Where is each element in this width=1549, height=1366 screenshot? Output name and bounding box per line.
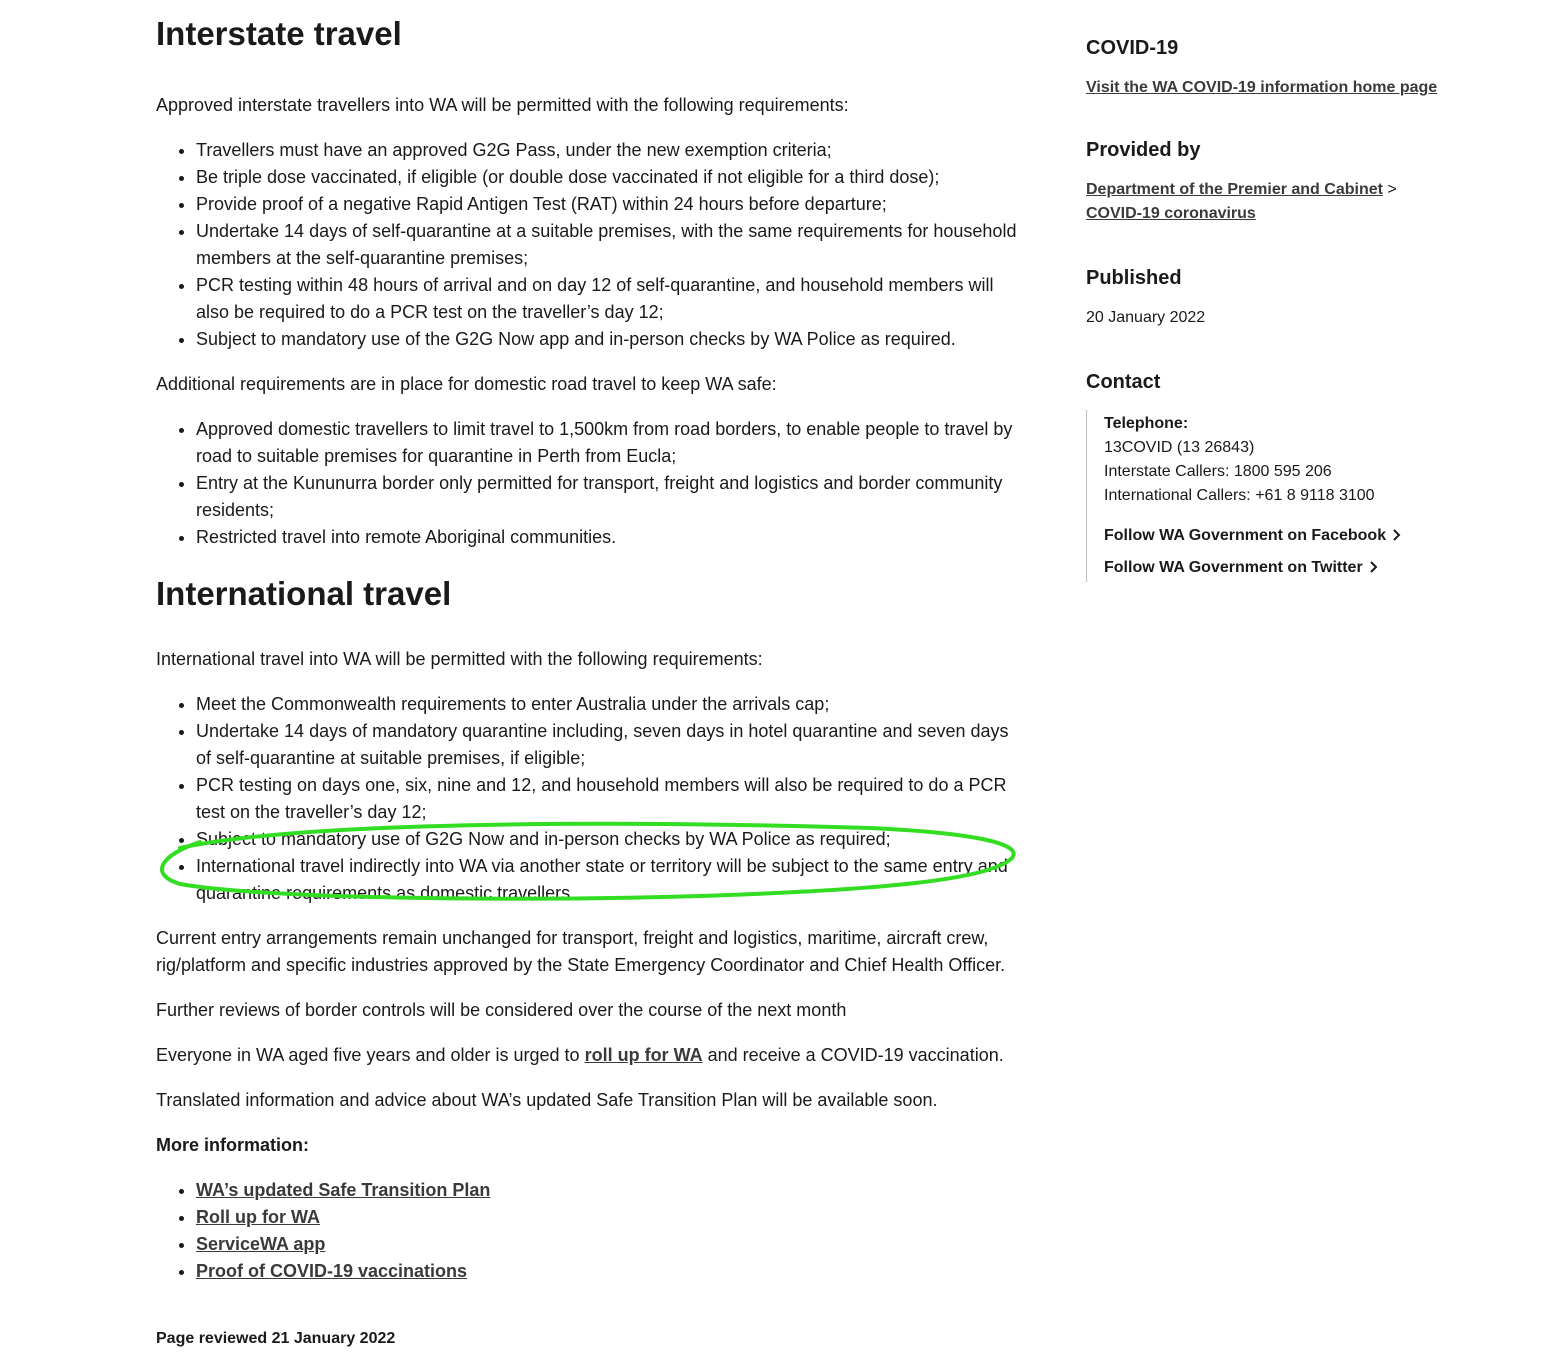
provided-by-breadcrumb [1086,178,1436,226]
covid-home-link[interactable]: Visit the WA COVID-19 information home page [1086,79,1438,96]
list-item: • Subject to mandatory use of G2G Now and in-person checks by WA Police as required; [196,826,1026,853]
page-reviewed: Page reviewed 21 January 2022 [156,1330,396,1347]
international-heading: International travel [156,575,452,612]
list-item: • Provide proof of a negative Rapid Antigen Test (RAT) within 24 hours before departure; [196,191,1026,218]
follow-facebook-label: Follow WA Government on Facebook [1104,527,1387,544]
interstate-requirements-list [156,137,1026,353]
list-item: • Approved domestic travellers to limit travel to 1,500km from road borders, to enable people to travel by road to suitable premises for quarantine in Perth from Eucla; [196,416,1026,470]
list-item: • PCR testing within 48 hours of arrival and on day 12 of self-quarantine, and household members will also be required to do a PCR test on the traveller’s day 12; [196,272,1026,326]
safe-transition-plan-link[interactable]: WA’s updated Safe Transition Plan [196,1180,491,1200]
phone-line: International Callers: +61 8 9118 3100 [1104,487,1375,504]
list-item: • Entry at the Kununurra border only permitted for transport, freight and logistics and border community residents; [196,470,1026,524]
list-item: • Travellers must have an approved G2G Pass, under the new exemption criteria; [196,137,1026,164]
more-information-label: More information: [156,1135,309,1155]
main-content [156,0,1026,1351]
contact-box [1086,410,1466,582]
list-item: • Restricted travel into remote Aboriginal communities. [196,524,1026,551]
international-intro: International travel into WA will be permitted with the following requirements: [156,649,763,669]
translated-paragraph: Translated information and advice about WA’s updated Safe Transition Plan will be available soon. [156,1090,938,1110]
additional-intro: Additional requirements are in place for domestic road travel to keep WA safe: [156,374,777,394]
follow-facebook-link[interactable] [1104,524,1466,548]
phone-line: Interstate Callers: 1800 595 206 [1104,463,1332,480]
additional-requirements-list [156,416,1026,551]
proof-of-vaccinations-link[interactable]: Proof of COVID-19 vaccinations [196,1261,468,1281]
breadcrumb-separator: > [1382,181,1397,198]
list-item: • Meet the Commonwealth requirements to enter Australia under the arrivals cap; [196,691,1026,718]
list-item: • Be triple dose vaccinated, if eligible (or double dose vaccinated if not eligible for a third dose); [196,164,1026,191]
covid-coronavirus-link[interactable]: COVID-19 coronavirus [1086,205,1256,222]
list-item [196,1177,1026,1204]
servicewa-app-link[interactable]: ServiceWA app [196,1234,326,1254]
interstate-intro: Approved interstate travellers into WA will be permitted with the following requirements: [156,95,849,115]
highlighted-list-item: • International travel indirectly into WA via another state or territory will be subject to the same entry and quarantine requirements as domestic travellers. [196,853,1026,907]
roll-up-for-wa-link[interactable]: roll up for WA [584,1045,703,1065]
vaccination-text-before: Everyone in WA aged five years and older is urged to [156,1045,585,1065]
chevron-right-icon [1392,524,1401,548]
phone-line: 13COVID (13 26843) [1104,439,1255,456]
covid-link-wrap [1086,76,1466,100]
list-item [196,1204,1026,1231]
covid-heading: COVID-19 [1086,37,1179,59]
roll-up-link[interactable]: Roll up for WA [196,1207,320,1227]
list-item: • PCR testing on days one, six, nine and 12, and household members will also be required to do a PCR test on the traveller’s day 12; [196,772,1026,826]
vaccination-text-after: and receive a COVID-19 vaccination. [702,1045,1004,1065]
current-entry-paragraph: Current entry arrangements remain unchanged for transport, freight and logistics, maritime, aircraft crew, rig/platform and specific industries approved by the State Emergency Coordinator and Chief Health Officer. [156,928,1006,975]
sidebar [1086,0,1466,582]
list-item: • Undertake 14 days of mandatory quarantine including, seven days in hotel quarantine and seven days of self-quarantine at suitable premises, if eligible; [196,718,1026,772]
list-item: • Undertake 14 days of self-quarantine at a suitable premises, with the same requirements for household members at the self-quarantine premises; [196,218,1026,272]
vaccination-paragraph [156,1042,1026,1069]
more-information-links [156,1177,1026,1285]
provided-by-heading: Provided by [1086,139,1201,161]
telephone-label: Telephone: [1104,415,1189,432]
list-item [196,1231,1026,1258]
chevron-right-icon [1369,556,1378,580]
international-requirements-list [156,691,1026,907]
follow-twitter-label: Follow WA Government on Twitter [1104,559,1363,576]
follow-twitter-link[interactable] [1104,556,1466,582]
premier-cabinet-link[interactable]: Department of the Premier and Cabinet [1086,181,1383,198]
list-item [196,1258,1026,1285]
further-reviews-paragraph: Further reviews of border controls will be considered over the course of the next month [156,1000,847,1020]
interstate-heading: Interstate travel [156,15,402,52]
contact-heading: Contact [1086,371,1161,393]
published-date: 20 January 2022 [1086,309,1206,326]
published-heading: Published [1086,267,1182,289]
list-item: • Subject to mandatory use of the G2G Now app and in-person checks by WA Police as required. [196,326,1026,353]
